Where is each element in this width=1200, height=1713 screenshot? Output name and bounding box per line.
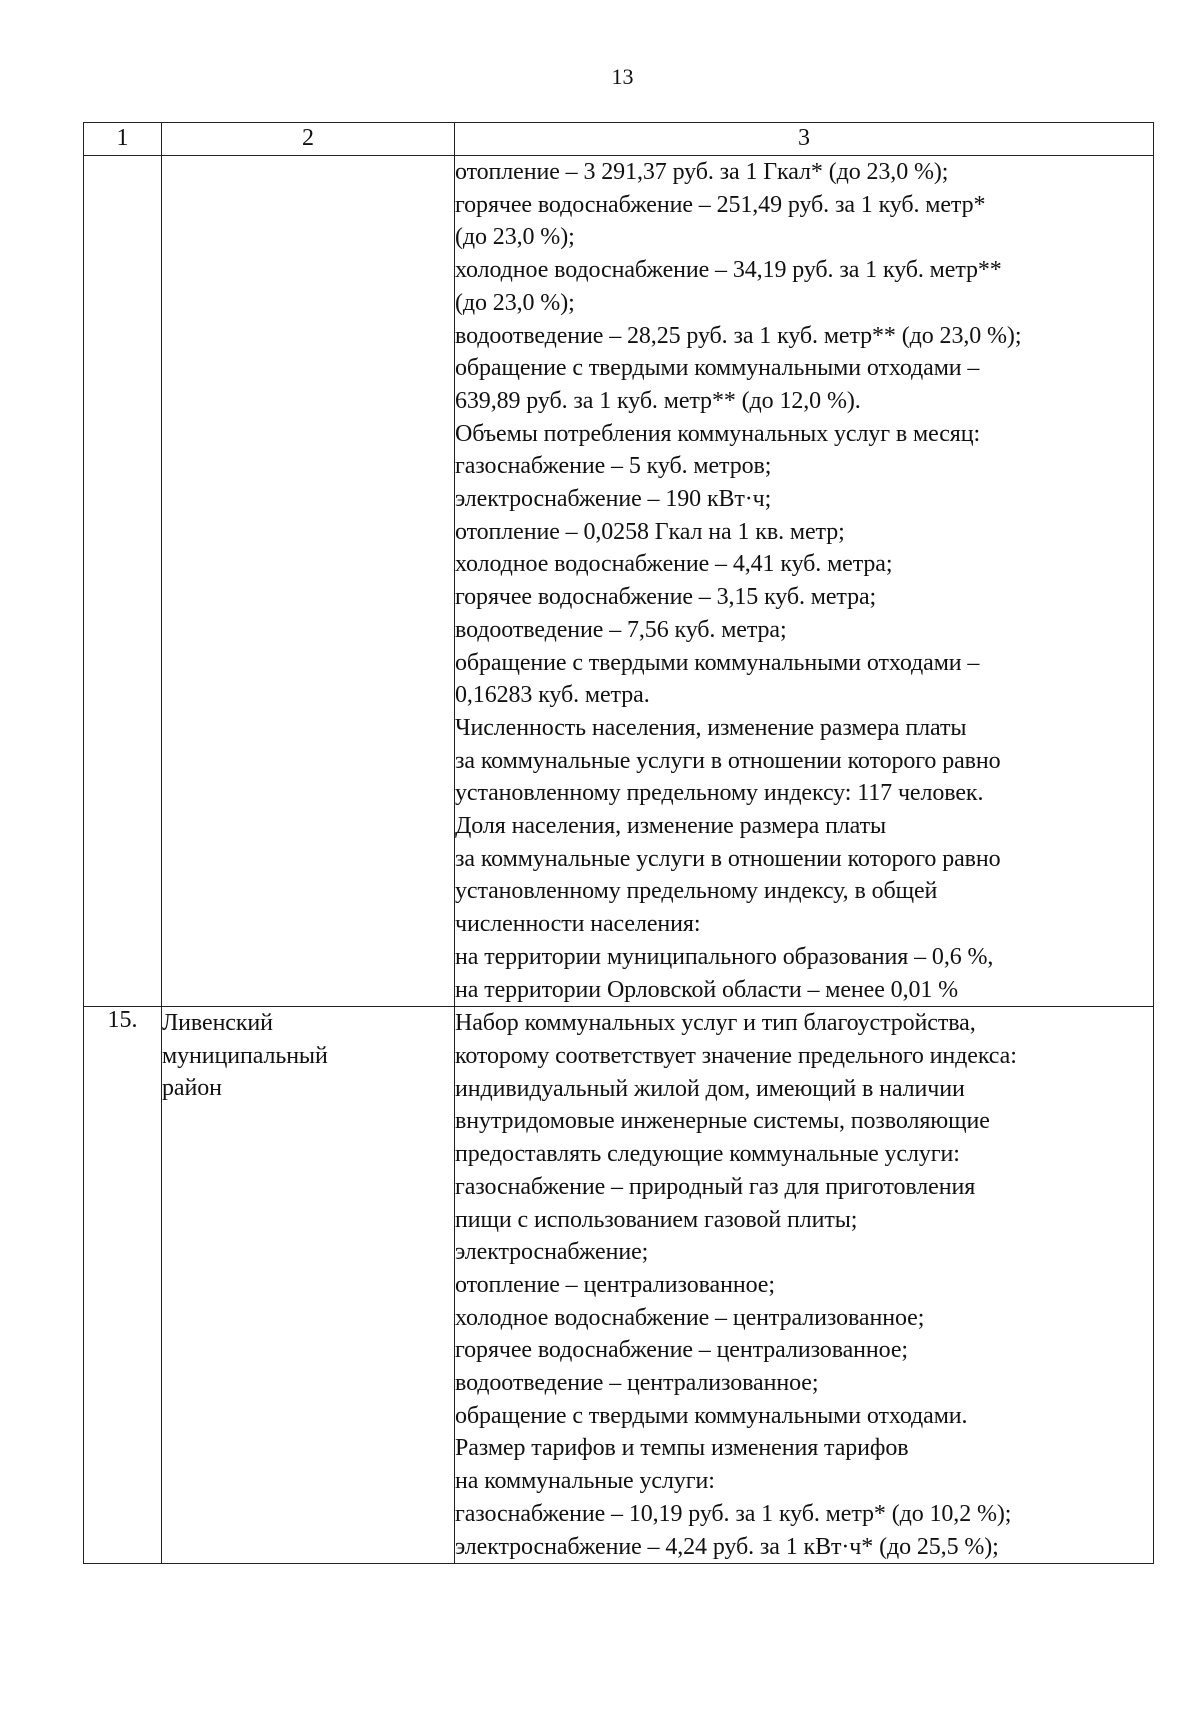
content-line: газоснабжение – природный газ для приготовления	[455, 1173, 976, 1200]
content-line: горячее водоснабжение – 3,15 куб. метра;	[455, 584, 877, 611]
content-line: на территории муниципального образования – 0,6 %,	[455, 943, 994, 970]
content-line: индивидуальный жилой дом, имеющий в наличии	[455, 1075, 965, 1102]
content-line: холодное водоснабжение – 4,41 куб. метра;	[455, 551, 893, 578]
content-line: численности населения:	[455, 911, 701, 938]
content-line: электроснабжение;	[455, 1239, 649, 1266]
table-row	[84, 1007, 1154, 1564]
content-line: внутридомовые инженерные системы, позволяющие	[455, 1108, 990, 1135]
content-line: Набор коммунальных услуг и тип благоустройства,	[455, 1010, 976, 1037]
content-line: Размер тарифов и темпы изменения тарифов	[455, 1435, 909, 1462]
content-line: холодное водоснабжение – централизованное;	[455, 1304, 925, 1331]
content-line: водоотведение – централизованное;	[455, 1370, 819, 1397]
content-line: горячее водоснабжение – 251,49 руб. за 1 куб. метр*	[455, 191, 986, 218]
content-line: Численность населения, изменение размера платы	[455, 714, 967, 741]
row-name-cell	[162, 1007, 455, 1564]
content-line: за коммунальные услуги в отношении которого равно	[455, 845, 1001, 872]
content-line: обращение с твердыми коммунальными отходами –	[455, 355, 980, 382]
content-line: отопление – централизованное;	[455, 1271, 775, 1298]
content-line: горячее водоснабжение – централизованное;	[455, 1337, 908, 1364]
content-line: установленному предельному индексу, в общей	[455, 878, 938, 905]
content-line: за коммунальные услуги в отношении которого равно	[455, 747, 1001, 774]
content-line: пищи с использованием газовой плиты;	[455, 1206, 858, 1233]
table-header-row	[84, 123, 1154, 156]
content-line: отопление – 0,0258 Гкал на 1 кв. метр;	[455, 518, 845, 545]
content-line: обращение с твердыми коммунальными отходами.	[455, 1402, 968, 1429]
header-col-3: 3	[455, 123, 1154, 156]
tariff-table	[83, 122, 1154, 1564]
row-number-cell	[84, 156, 162, 1007]
row-content-cell	[455, 156, 1154, 1007]
content-line: на коммунальные услуги:	[455, 1468, 715, 1495]
content-line: которому соответствует значение предельного индекса:	[455, 1042, 1017, 1069]
header-col-2: 2	[162, 123, 455, 156]
content-line: 0,16283 куб. метра.	[455, 682, 650, 709]
content-line: 639,89 руб. за 1 куб. метр** (до 12,0 %).	[455, 387, 861, 414]
name-line: Ливенский	[162, 1010, 273, 1037]
content-line: (до 23,0 %);	[455, 289, 575, 316]
content-line: электроснабжение – 190 кВт·ч;	[455, 486, 772, 513]
content-line: Объемы потребления коммунальных услуг в месяц:	[455, 420, 981, 447]
table-row	[84, 156, 1154, 1007]
name-line: муниципальный	[162, 1042, 328, 1069]
content-line: обращение с твердыми коммунальными отходами –	[455, 649, 980, 676]
content-line: отопление – 3 291,37 руб. за 1 Гкал* (до 23,0 %);	[455, 159, 949, 185]
row-name-cell	[162, 156, 455, 1007]
content-line: Доля населения, изменение размера платы	[455, 813, 887, 840]
content-line: (до 23,0 %);	[455, 224, 575, 251]
content-line: водоотведение – 7,56 куб. метра;	[455, 616, 787, 643]
table-body	[84, 156, 1154, 1564]
content-line: водоотведение – 28,25 руб. за 1 куб. метр** (до 23,0 %);	[455, 322, 1022, 349]
page-number: 13	[611, 64, 634, 89]
row-content-cell	[455, 1007, 1154, 1564]
header-col-1: 1	[84, 123, 162, 156]
name-line: район	[162, 1075, 222, 1102]
row-number-cell: 15.	[84, 1007, 162, 1564]
content-line: установленному предельному индексу: 117 человек.	[455, 780, 984, 807]
content-line: холодное водоснабжение – 34,19 руб. за 1 куб. метр**	[455, 257, 1002, 284]
content-line: газоснабжение – 5 куб. метров;	[455, 453, 772, 480]
content-line: предоставлять следующие коммунальные услуги:	[455, 1141, 960, 1168]
content-line: газоснабжение – 10,19 руб. за 1 куб. метр* (до 10,2 %);	[455, 1500, 1012, 1527]
content-line: на территории Орловской области – менее 0,01 %	[455, 976, 959, 1003]
content-line: электроснабжение – 4,24 руб. за 1 кВт·ч* (до 25,5 %);	[455, 1533, 999, 1560]
